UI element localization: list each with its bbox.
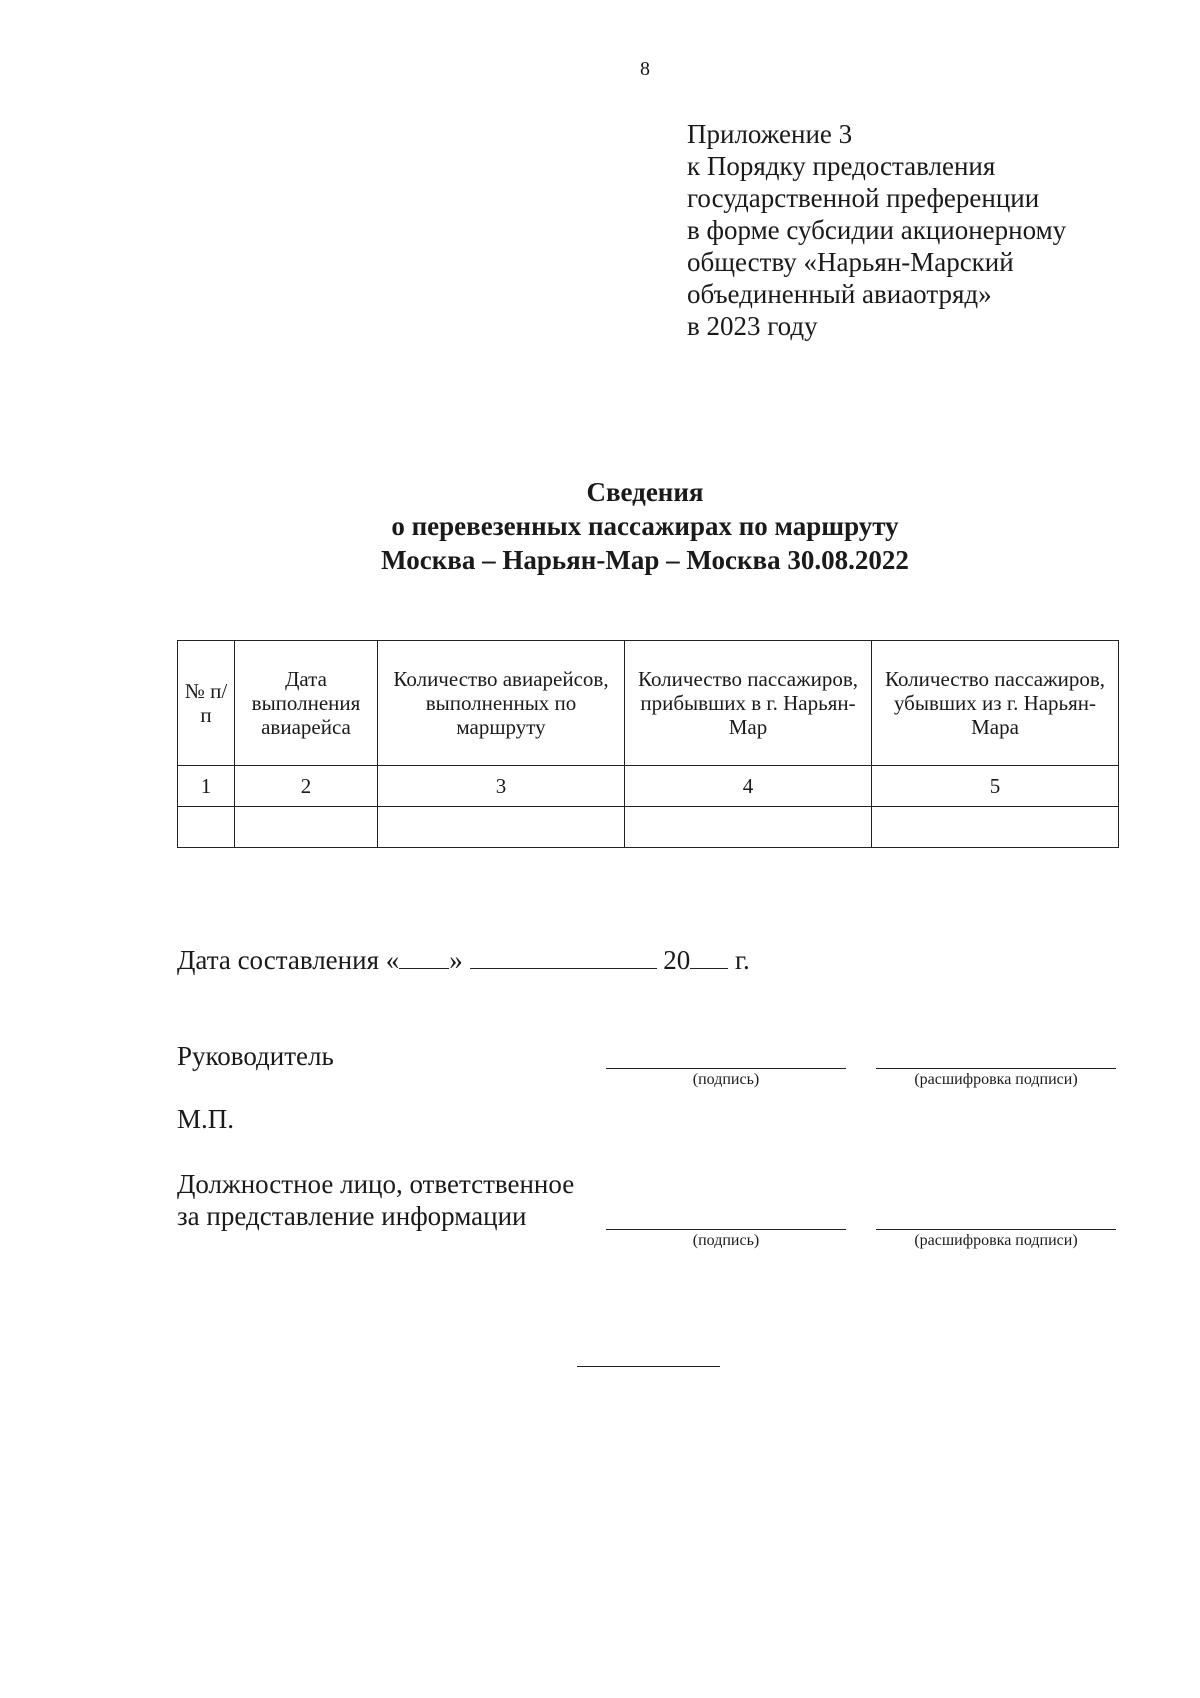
day-blank[interactable] (399, 946, 449, 969)
end-divider (577, 1366, 720, 1367)
table-header-row (178, 641, 1119, 766)
appendix-line: обществу «Нарьян-Марский (687, 247, 1014, 277)
date-quote: » (449, 945, 463, 975)
official-label-line1: Должностное лицо, ответственное (177, 1169, 575, 1199)
decode-caption: (расшифровка подписи) (914, 1071, 1078, 1088)
appendix-line: государственной преференции (687, 183, 1040, 213)
year-suffix: г. (735, 945, 750, 975)
empty-cell[interactable] (625, 807, 872, 848)
header-cell-flights: Количество авиарейсов, выполненных по маршруту (378, 641, 625, 766)
header-cell-date: Дата выполнения авиарейса (235, 641, 378, 766)
appendix-line: в форме субсидии акционерному (687, 215, 1067, 245)
head-signature-line[interactable] (606, 1068, 846, 1069)
title-line: Москва – Нарьян-Мар – Москва 30.08.2022 (381, 545, 909, 575)
column-number-cell: 5 (872, 766, 1119, 807)
signature-caption: (подпись) (692, 1071, 760, 1088)
empty-cell[interactable] (872, 807, 1119, 848)
empty-cell[interactable] (235, 807, 378, 848)
head-label: Руководитель (177, 1041, 334, 1071)
appendix-line: объединенный авиаотряд» (687, 279, 992, 309)
date-label: Дата составления « (177, 945, 400, 975)
appendix-line: в 2023 году (687, 311, 818, 341)
signature-caption: (подпись) (692, 1232, 760, 1249)
page-number: 8 (640, 58, 650, 80)
title-line: о перевезенных пассажирах по маршруту (391, 511, 899, 541)
appendix-line: к Порядку предоставления (687, 151, 996, 181)
official-signature-line[interactable] (606, 1229, 846, 1230)
empty-cell[interactable] (378, 807, 625, 848)
document-title (0, 475, 1200, 577)
official-decode-line[interactable] (876, 1229, 1116, 1230)
date-line (177, 945, 750, 976)
column-number-cell: 1 (178, 766, 235, 807)
month-blank[interactable] (470, 946, 657, 969)
year-blank[interactable] (690, 946, 728, 969)
empty-cell[interactable] (178, 807, 235, 848)
header-cell-number: № п/п (178, 641, 235, 766)
appendix-line: Приложение 3 (687, 119, 853, 149)
head-decode-line[interactable] (876, 1068, 1116, 1069)
table-row (178, 766, 1119, 807)
column-number-cell: 4 (625, 766, 872, 807)
stamp-label: М.П. (177, 1104, 235, 1134)
column-number-cell: 3 (378, 766, 625, 807)
year-prefix: 20 (663, 945, 691, 975)
passenger-table (177, 640, 1119, 848)
title-line: Сведения (586, 477, 704, 507)
decode-caption: (расшифровка подписи) (914, 1232, 1078, 1249)
column-number-cell: 2 (235, 766, 378, 807)
table-row (178, 807, 1119, 848)
header-cell-arrived: Количество пассажиров, прибывших в г. Нарьян-Мар (625, 641, 872, 766)
header-cell-departed: Количество пассажиров, убывших из г. Нарьян-Мара (872, 641, 1119, 766)
appendix-block (687, 118, 1066, 342)
official-label-line2: за представление информации (177, 1201, 527, 1231)
